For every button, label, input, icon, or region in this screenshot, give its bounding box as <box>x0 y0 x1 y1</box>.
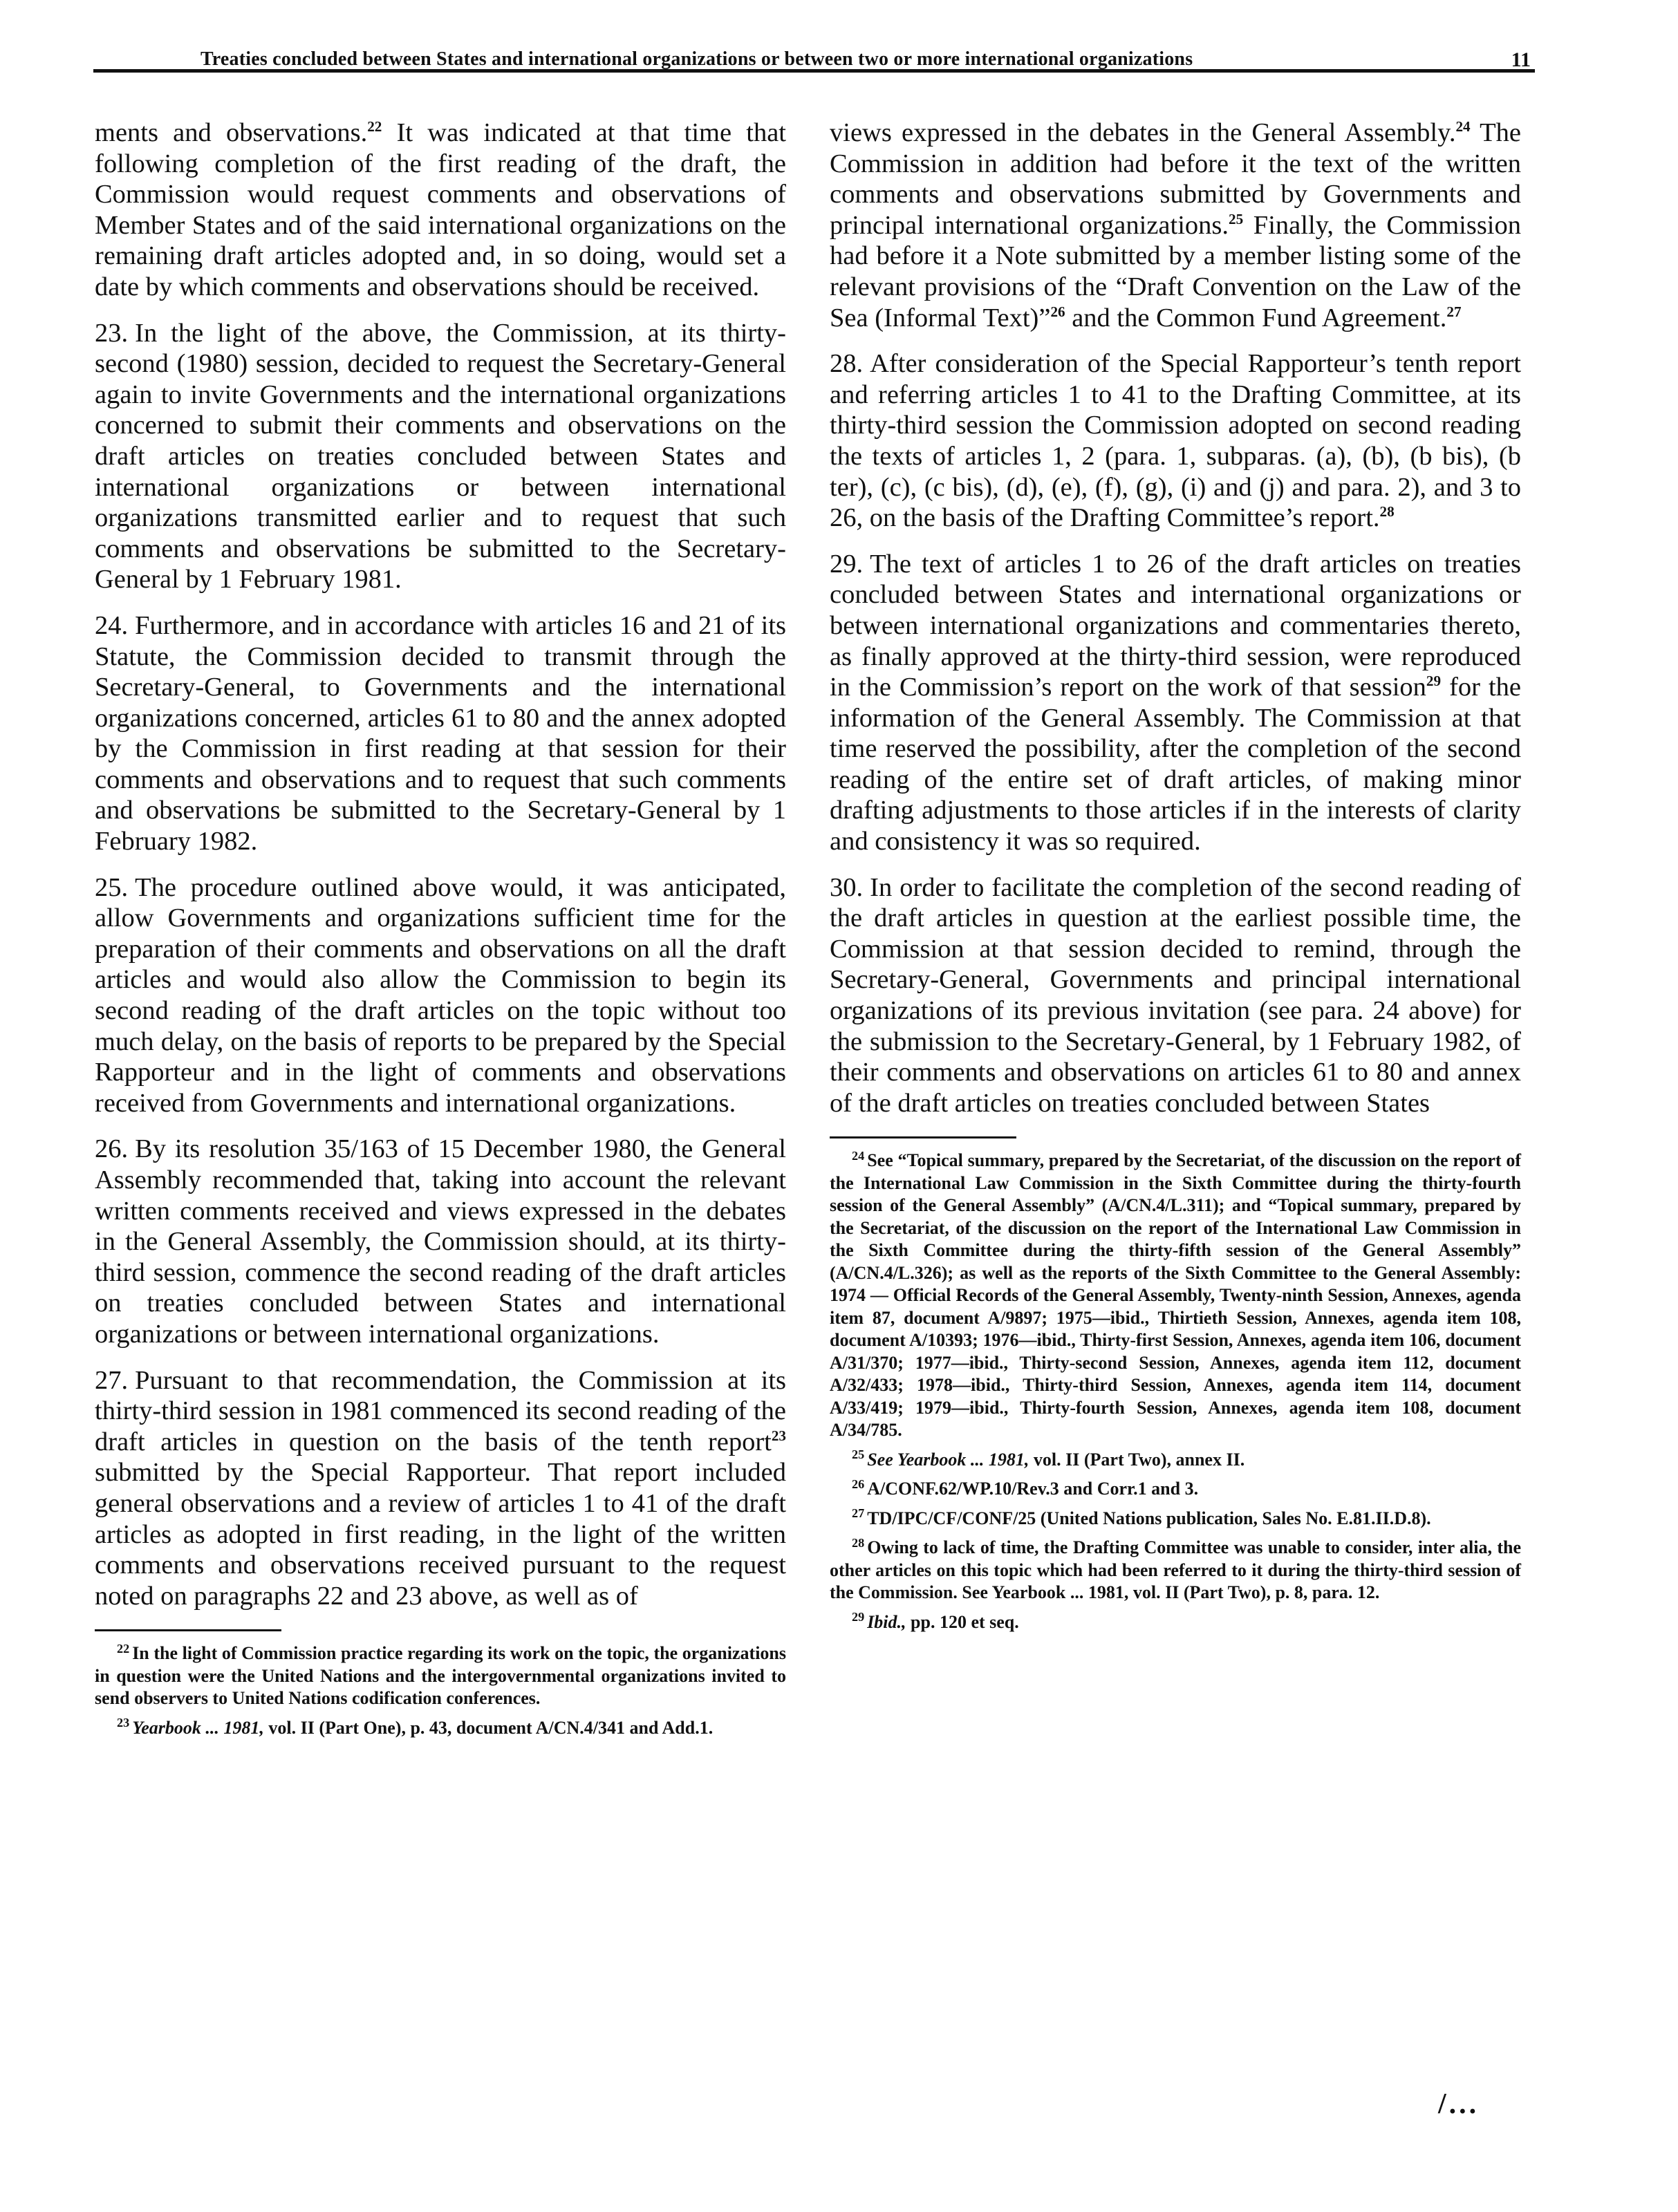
footnote-25 <box>830 1449 1521 1472</box>
footnote-23 <box>95 1717 786 1740</box>
footnote-italic: Yearbook ... 1981, <box>132 1717 264 1738</box>
paragraph-text: The procedure outlined above would, it was anticipated, allow Governments and organizations sufficient time for the preparation of their comments and observations on all the draft articles and would also allow the Commission to begin its second reading of the draft articles on the topic without too much delay, on the basis of reports to be prepared by the Special Rapporteur and in the light of comments and observations received from Governments and international organizations. <box>95 872 786 1118</box>
footnote-marker: 25 <box>852 1447 865 1462</box>
paragraph-number: 23. <box>95 318 129 348</box>
paragraph-30 <box>830 872 1521 1119</box>
continued-mark: /... <box>1438 2088 1480 2120</box>
paragraph-29 <box>830 549 1521 857</box>
paragraph-number: 26. <box>95 1134 129 1164</box>
footnote-marker: 28 <box>852 1535 865 1550</box>
paragraph-text: for the information of the General Assembly. The Commission at that time reserved the possibility, after the completion of the second reading of the entire set of draft articles, of making minor drafting adjustments to those articles if in the interests of clarity and consistency it was so required. <box>830 673 1521 856</box>
paragraph-number: 25. <box>95 872 129 902</box>
paragraph-text: submitted by the Special Rapporteur. That report included general observations and a review of articles 1 to 41 of the draft articles as adopted in first reading, in the light of the written comments and observations received pursuant to the request noted on paragraphs 22 and 23 above, as well as of <box>95 1458 786 1611</box>
paragraph-23 <box>95 318 786 595</box>
paragraph-number: 30. <box>830 872 864 902</box>
left-column <box>95 118 786 1746</box>
footnote-28 <box>830 1537 1521 1604</box>
footnote-marker: 22 <box>117 1641 130 1656</box>
footnote-ref: 28 <box>1379 503 1395 521</box>
paragraph-text: By its resolution 35/163 of 15 December 1980, the General Assembly recommended that, taking into account the relevant written comments received and views expressed in the debates in the General Assembly, the Commission should, at its thirty-third session, commence the second reading of the draft articles on treaties concluded between States and international organizations or between international organizations. <box>95 1134 786 1349</box>
paragraph-text: and the Common Fund Agreement. <box>1065 303 1447 332</box>
page-number: 11 <box>1511 48 1531 71</box>
footnote-text: pp. 120 et seq. <box>906 1611 1019 1632</box>
footnote-ref: 24 <box>1455 118 1471 135</box>
footnote-text: Owing to lack of time, the Drafting Committee was unable to consider, inter alia, the other articles on this topic which had been referred to it during the thirty-third session of the Commission. See Yearbook ... 1981, vol. II (Part Two), p. 8, para. 12. <box>830 1537 1521 1603</box>
paragraph-text: views expressed in the debates in the General Assembly. <box>830 118 1456 147</box>
right-column <box>830 118 1521 1640</box>
footnote-marker: 26 <box>852 1477 865 1491</box>
paragraph-text: It was indicated at that time that following completion of the first reading of the draft, the Commission would request comments and observations of Member States and of the said international organizations on the remaining draft articles adopted and, in so doing, would set a date by which comments and observations should be received. <box>95 118 786 301</box>
paragraph-text: After consideration of the Special Rapporteur’s tenth report and referring articles 1 to 41 to the Drafting Committee, at its thirty-third session the Commission adopted on second reading the texts of articles 1, 2 (para. 1, subparas. (a), (b), (b bis), (b ter), (c), (c bis), (d), (e), (f), (g), (i) and (j) and para. 2), and 3 to 26, on the basis of the Drafting Committee’s report. <box>830 349 1521 533</box>
paragraph-26 <box>95 1134 786 1349</box>
header-rule <box>93 69 1535 73</box>
paragraph-28 <box>830 348 1521 534</box>
footnote-29 <box>830 1611 1521 1634</box>
paragraph-text: The text of articles 1 to 26 of the draft articles on treaties concluded between States and international organizations or between international organizations and commentaries thereto, as finally approved at the thirty-third session, were reproduced in the Commission’s report on the work of that session <box>830 549 1521 702</box>
footnote-text: See “Topical summary, prepared by the Secretariat, of the discussion on the report of the International Law Commission in the Sixth Committee during the thirty-fourth session of the General Assembly” (A/CN.4/L.311); and “Topical summary, prepared by the Secretariat, of the discussion on the report of the International Law Commission in the Sixth Committee during the thirty-fifth session of the General Assembly” (A/CN.4/L.326); as well as the reports of the Sixth Committee to the General Assembly: 1974 — Official Records of the General Assembly, Twenty-ninth Session, Annexes, agenda item 87, document A/9897; 1975—ibid., Thirtieth Session, Annexes, agenda item 108, document A/10393; 1976—ibid., Thirty-first Session, Annexes, agenda item 106, document A/31/370; 1977—ibid., Thirty-second Session, Annexes, agenda item 112, document A/32/433; 1978—ibid., Thirty-third Session, Annexes, agenda item 114, document A/33/419; 1979—ibid., Thirty-fourth Session, Annexes, agenda item 108, document A/34/785. <box>830 1150 1521 1441</box>
footnote-27 <box>830 1508 1521 1530</box>
footnote-22 <box>95 1642 786 1710</box>
paragraph-number: 28. <box>830 349 864 379</box>
paragraph-text: ments and observations. <box>95 118 368 147</box>
footnote-italic: Ibid., <box>867 1611 906 1632</box>
paragraph-27-continued <box>830 118 1521 333</box>
footnote-divider <box>95 1629 281 1631</box>
paragraph-25 <box>95 872 786 1119</box>
footnote-ref: 27 <box>1446 303 1462 320</box>
footnote-divider <box>830 1136 1016 1138</box>
paragraph-number: 24. <box>95 610 129 640</box>
footnote-ref: 25 <box>1229 210 1244 227</box>
footnote-marker: 27 <box>852 1506 865 1521</box>
footnote-text: In the light of Commission practice regarding its work on the topic, the organizations in question were the United Nations and the intergovernmental organizations invited to send observers to United Nations codification conferences. <box>95 1643 786 1709</box>
running-header-title: Treaties concluded between States and international organizations or between two or more international organizations <box>201 48 1193 70</box>
footnote-ref: 22 <box>367 118 382 135</box>
paragraph-text: In order to facilitate the completion of the second reading of the draft articles in question at the earliest possible time, the Commission at that session decided to remind, through the Secretary-General, Governments and principal international organizations of its previous invitation (see para. 24 above) for the submission to the Secretary-General, by 1 February 1982, of their comments and observations on articles 61 to 80 and annex of the draft articles on treaties concluded between States <box>830 872 1521 1118</box>
paragraph-27 <box>95 1365 786 1612</box>
footnote-text: vol. II (Part One), p. 43, document A/CN.4/341 and Add.1. <box>263 1717 714 1738</box>
paragraph-text: The Commission in addition had before it the text of the written comments and observations submitted by Governments and principal international organizations. <box>830 118 1521 240</box>
paragraph-22-continued <box>95 118 786 303</box>
footnote-italic: See Yearbook ... 1981, <box>867 1449 1029 1470</box>
footnote-text: vol. II (Part Two), annex II. <box>1029 1449 1245 1470</box>
paragraph-24 <box>95 610 786 857</box>
footnote-text: A/CONF.62/WP.10/Rev.3 and Corr.1 and 3. <box>867 1479 1199 1499</box>
footnote-ref: 23 <box>771 1427 786 1444</box>
footnote-marker: 24 <box>852 1148 865 1163</box>
paragraph-number: 29. <box>830 549 864 579</box>
paragraph-text: Finally, the Commission had before it a Note submitted by a member listing some of the relevant provisions of the “Draft Convention on the Law of the Sea (Informal Text)” <box>830 210 1521 332</box>
footnote-text: TD/IPC/CF/CONF/25 (United Nations publication, Sales No. E.81.II.D.8). <box>867 1508 1431 1528</box>
footnote-26 <box>830 1478 1521 1501</box>
footnote-marker: 23 <box>117 1716 130 1730</box>
paragraph-text: In the light of the above, the Commission, at its thirty-second (1980) session, decided to request the Secretary-General again to invite Governments and the international organizations concerned to submit their comments and observations on the draft articles on treaties concluded between States and international organizations or between international organizations transmitted earlier and to request that such comments and observations be submitted to the Secretary-General by 1 February 1981. <box>95 318 786 594</box>
paragraph-number: 27. <box>95 1365 129 1395</box>
paragraph-text: Pursuant to that recommendation, the Commission at its thirty-third session in 1981 commenced its second reading of the draft articles in question on the basis of the tenth report <box>95 1365 786 1456</box>
footnote-marker: 29 <box>852 1610 865 1624</box>
footnote-24 <box>830 1150 1521 1442</box>
footnote-ref: 26 <box>1050 303 1065 320</box>
footnote-ref: 29 <box>1426 673 1442 690</box>
paragraph-text: Furthermore, and in accordance with articles 16 and 21 of its Statute, the Commission decided to transmit through the Secretary-General, to Governments and the international organizations concerned, articles 61 to 80 and the annex adopted by the Commission in first reading at that session for their comments and observations and to request that such comments and observations be submitted to the Secretary-General by 1 February 1982. <box>95 610 786 856</box>
